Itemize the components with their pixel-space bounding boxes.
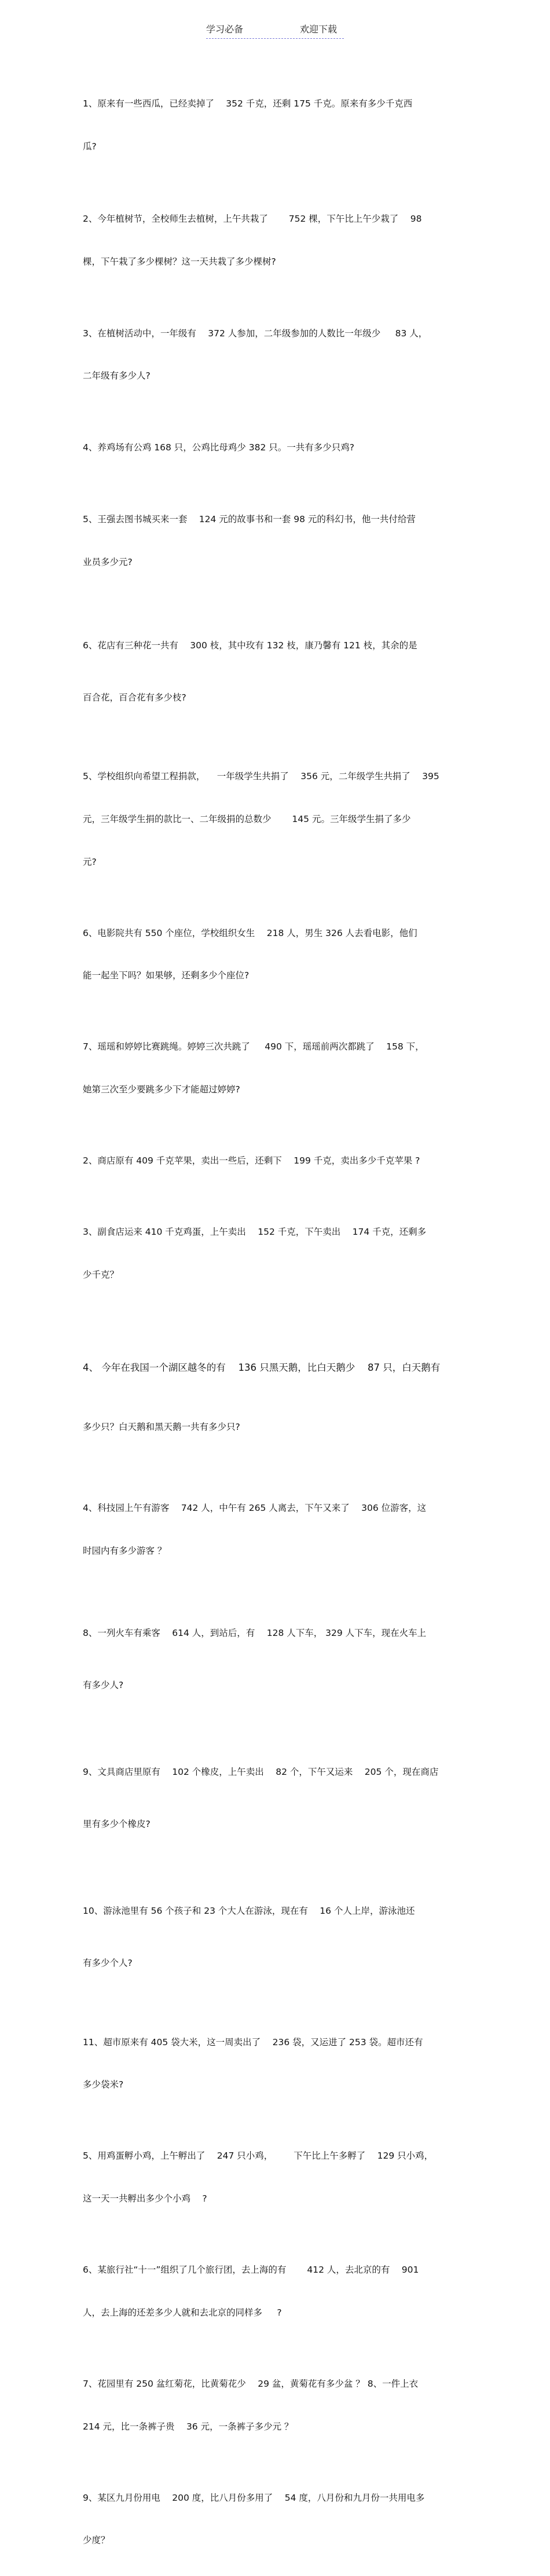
problem-line: 里有多少个橡皮? <box>83 1819 151 1830</box>
problem-item <box>83 2120 476 2234</box>
problem-item <box>83 602 476 741</box>
problem-item <box>83 1473 476 1587</box>
problem-line: 4、科技园上午有游客 742 人，中午有 265 人离去，下午又来了 306 位游客，这 <box>83 1502 427 1513</box>
problem-line: 百合花，百合花有多少枝? <box>83 692 186 703</box>
problem-line: 这一天一共孵出多少个小鸡 ? <box>83 2193 207 2204</box>
problem-line: 7、瑶瑶和婷婷比赛跳绳。婷婷三次共跳了 490 下，瑶瑶前两次都跳了 158 下， <box>83 1041 424 1052</box>
problem-line: 9、文具商店里原有 102 个橡皮，上午卖出 82 个，下午又运来 205 个，现在商店 <box>83 1767 439 1778</box>
problem-list <box>83 68 476 2576</box>
problem-line: 2、今年植树节，全校师生去植树，上午共栽了 752 棵，下午比上午少栽了 98 <box>83 213 422 224</box>
problem-item <box>83 2006 476 2120</box>
problem-line: 8、一列火车有乘客 614 人，到站后，有 128 人下车， 329 人下车，现在火车上 <box>83 1628 427 1639</box>
problem-line: 2、商店原有 409 千克苹果，卖出一些后，还剩下 199 千克，卖出多少千克苹果 ? <box>83 1155 420 1166</box>
header-left-text: 学习必备 <box>206 24 244 35</box>
problem-line: 棵，下午栽了多少棵树？这一天共栽了多少棵树? <box>83 256 276 267</box>
problem-item <box>83 68 476 182</box>
problem-line: 3、在植树活动中，一年级有 372 人参加，二年级参加的人数比一年级少 83 人， <box>83 328 428 339</box>
problem-item <box>83 484 476 598</box>
problem-line: 4、养鸡场有公鸡 168 只，公鸡比母鸡少 382 只。一共有多少只鸡? <box>83 442 354 453</box>
problem-line: 瓜? <box>83 141 97 152</box>
problem-item <box>83 2462 476 2576</box>
problem-line: 1、原来有一些西瓜，已经卖掉了 352 千克，还剩 175 千克。原来有多少千克西 <box>83 98 413 109</box>
problem-item <box>83 298 476 412</box>
problem-item <box>83 741 476 898</box>
problem-line: 11、超市原来有 405 袋大米，这一周卖出了 236 袋，又运进了 253 袋。超市还有 <box>83 2036 423 2047</box>
problem-line: 6、某旅行社“十一”组织了几个旅行团，去上海的有 412 人，去北京的有 901 <box>83 2265 419 2276</box>
problem-line: 元，三年级学生捐的款比一、二年级捐的总数少 145 元。三年级学生捐了多少 <box>83 813 411 824</box>
problem-item <box>83 184 476 298</box>
page-header <box>206 23 344 39</box>
problem-line: 9、某区九月份用电 200 度，比八月份多用了 54 度，八月份和九月份一共用电多 <box>83 2492 425 2503</box>
problem-item <box>83 1125 476 1197</box>
header-right-text: 欢迎下载 <box>300 24 338 35</box>
problem-line: 6、花店有三种花一共有 300 枝，其中玫有 132 枝，康乃馨有 121 枝，其余的是 <box>83 640 417 651</box>
problem-item <box>83 2234 476 2349</box>
problem-line: 业员多少元? <box>83 557 133 568</box>
problem-line: 5、王强去图书城买来一套 124 元的故事书和一套 98 元的科幻书，他一共付给营 <box>83 514 416 525</box>
problem-line: 多少袋米? <box>83 2079 124 2090</box>
problem-line: 5、用鸡蛋孵小鸡，上午孵出了 247 只小鸡， 下午比上午多孵了 129 只小鸡， <box>83 2151 434 2162</box>
problem-line: 3、副食店运来 410 千克鸡蛋，上午卖出 152 千克，下午卖出 174 千克，还剩多 <box>83 1227 427 1238</box>
problem-line: 有多少人? <box>83 1680 124 1691</box>
problem-item <box>83 1319 476 1476</box>
problem-line: 6、电影院共有 550 个座位，学校组织女生 218 人，男生 326 人去看电影，他们 <box>83 927 417 938</box>
problem-item <box>83 412 476 483</box>
problem-line: 4、 今年在我国一个湖区越冬的有 136 只黑天鹅，比白天鹅少 87 只，白天鹅有 <box>83 1362 441 1373</box>
problem-line: 人，去上海的还差多少人就和去北京的同样多 ? <box>83 2307 282 2318</box>
problem-line: 二年级有多少人? <box>83 370 151 381</box>
problem-line: 少千克？ <box>83 1269 119 1280</box>
problem-line: 能一起坐下吗？如果够，还剩多少个座位? <box>83 970 250 981</box>
problem-item <box>83 1590 476 1729</box>
problem-item <box>83 898 476 1012</box>
problem-line: 214 元，比一条裤子贵 36 元，一条裤子多少元 ？ <box>83 2421 294 2432</box>
problem-item <box>83 1011 476 1125</box>
problem-item <box>83 1729 476 1867</box>
problem-line: 多少只？白天鹅和黑天鹅一共有多少只? <box>83 1421 240 1432</box>
problem-line: 少度？ <box>83 2535 110 2546</box>
problem-item <box>83 1197 476 1311</box>
problem-line: 5、学校组织向希望工程捐款， 一年级学生共捐了 356 元，二年级学生共捐了 395 <box>83 771 439 782</box>
problem-line: 她第三次至少要跳多少下才能超过婷婷? <box>83 1084 240 1095</box>
problem-line: 10、游泳池里有 56 个孩子和 23 个大人在游泳，现在有 16 个人上岸，游泳池还 <box>83 1906 415 1917</box>
problem-item <box>83 2349 476 2463</box>
problem-line: 元? <box>83 856 97 867</box>
problem-item <box>83 1867 476 2006</box>
problem-line: 时园内有多少游客 ？ <box>83 1545 167 1556</box>
problem-line: 7、花园里有 250 盆红菊花，比黄菊花少 29 盆，黄菊花有多少盆 ？ 8、一件上衣 <box>83 2378 419 2389</box>
problem-line: 有多少个人? <box>83 1958 133 1969</box>
